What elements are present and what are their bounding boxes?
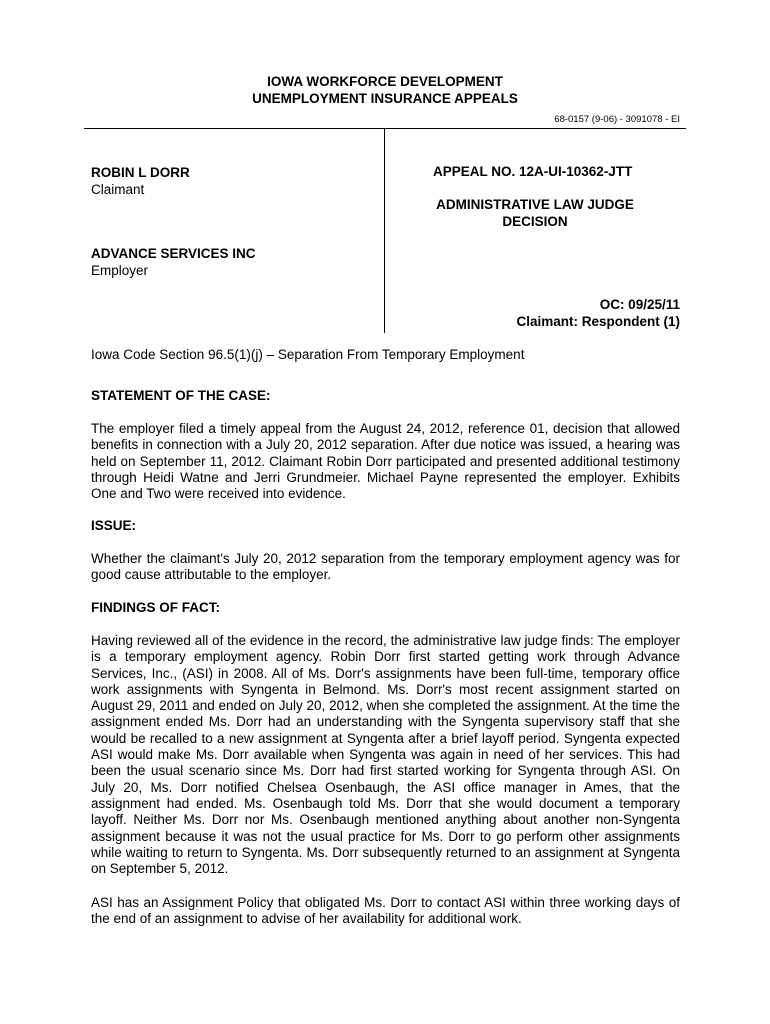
appeal-number: APPEAL NO. 12A-UI-10362-JTT: [433, 164, 633, 179]
decision-title: [420, 196, 650, 230]
claimant-name: ROBIN L DORR: [91, 165, 190, 180]
issue-heading: ISSUE:: [91, 518, 137, 533]
division-title: UNEMPLOYMENT INSURANCE APPEALS: [252, 91, 518, 106]
code-section: Iowa Code Section 96.5(1)(j) – Separation From Temporary Employment: [91, 347, 525, 362]
oc-date: OC: 09/25/11: [599, 297, 680, 312]
employer-role: Employer: [91, 263, 149, 278]
employer-block: [91, 245, 256, 279]
statement-text: The employer filed a timely appeal from the August 24, 2012, reference 01, decision that allowed benefits in connection with a July 20, 2012 separation. After due notice was issued, a hearing was held on September 11, 2012. Claimant Robin Dorr participated and presented additional testimony through Heidi Watne and Jerri Grundmeier. Michael Payne represented the employer. Exhibits One and Two were received into evidence.: [91, 421, 680, 502]
claimant-status: Claimant: Respondent (1): [516, 314, 680, 329]
employer-name: ADVANCE SERVICES INC: [91, 246, 256, 261]
header-divider: [84, 128, 686, 129]
findings-paragraph-1: Having reviewed all of the evidence in the record, the administrative law judge finds: The employer is a temporary employment agency. Robin Dorr first started getting work through Advance Services, Inc., (ASI) in 2008. All of Ms. Dorr's assignments have been full-time, temporary office work assignments with Syngenta in Belmond. Ms. Dorr's most recent assignment started on August 29, 2011 and ended on July 20, 2012, when she completed the assignment. At the time the assignment ended Ms. Dorr had an understanding with the Syngenta supervisory staff that she would be recalled to a new assignment at Syngenta after a brief layoff period. Syngenta expected ASI would make Ms. Dorr available when Syngenta was again in need of her services. This had been the usual scenario since Ms. Dorr had first started working for Syngenta through ASI. On July 20, Ms. Dorr notified Chelsea Osenbaugh, the ASI office manager in Ames, that the assignment had ended. Ms. Osenbaugh told Ms. Dorr that she would document a temporary layoff. Neither Ms. Dorr nor Ms. Osenbaugh mentioned anything about another non-Syngenta assignment because it was not the usual practice for Ms. Dorr to go perform other assignments while waiting to return to Syngenta. Ms. Dorr subsequently returned to an assignment at Syngenta on September 5, 2012.: [91, 633, 680, 877]
agency-title: IOWA WORKFORCE DEVELOPMENT: [267, 74, 503, 89]
caption-divider: [384, 128, 385, 333]
issue-text: Whether the claimant's July 20, 2012 separation from the temporary employment agency was for good cause attributable to the employer.: [91, 551, 680, 583]
form-code: 68-0157 (9-06) - 3091078 - EI: [554, 114, 680, 125]
decision-line-2: DECISION: [502, 214, 568, 229]
findings-paragraph-2: ASI has an Assignment Policy that obligated Ms. Dorr to contact ASI within three working days of the end of an assignment to advise of her availability for additional work.: [91, 895, 680, 927]
findings-heading: FINDINGS OF FACT:: [91, 600, 220, 615]
claimant-block: [91, 164, 190, 198]
statement-heading: STATEMENT OF THE CASE:: [91, 388, 271, 403]
claimant-role: Claimant: [91, 182, 145, 197]
oc-block: [516, 296, 680, 330]
decision-line-1: ADMINISTRATIVE LAW JUDGE: [436, 197, 634, 212]
